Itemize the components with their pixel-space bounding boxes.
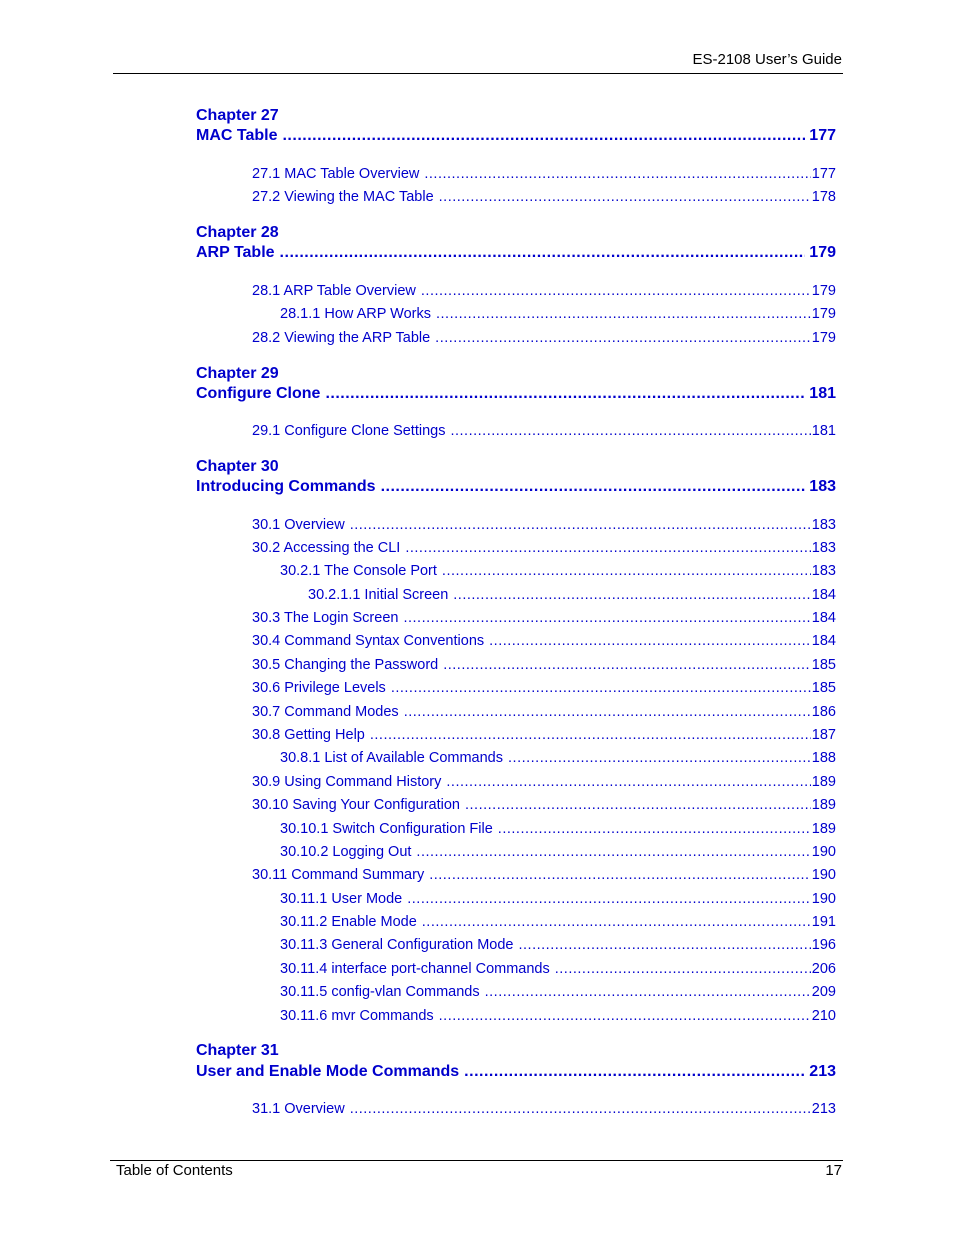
toc-entry-title: 29.1 Configure Clone Settings (252, 423, 446, 439)
chapter-title: Configure Clone (196, 385, 321, 402)
toc-entry-title: 30.8.1 List of Available Commands (280, 750, 504, 766)
dot-leader (429, 867, 811, 883)
toc-entry-title: 28.2 Viewing the ARP Table (252, 330, 431, 346)
toc-entry-title: 30.2.1.1 Initial Screen (308, 587, 449, 603)
toc-entry-page-number: 184 (811, 587, 836, 603)
toc-entry-title: 30.7 Command Modes (252, 704, 399, 720)
toc-entry-page-number: 183 (811, 563, 836, 579)
toc-entry-page-number: 181 (811, 423, 836, 439)
toc-entry-title: 30.11.4 interface port-channel Commands (280, 961, 550, 977)
toc-entry-link[interactable] (280, 1008, 836, 1024)
dot-leader (282, 127, 805, 145)
toc-entry-page-number: 189 (811, 774, 836, 790)
dot-leader (489, 633, 811, 649)
toc-entry-link[interactable] (280, 984, 836, 1000)
chapter-label[interactable]: Chapter 31 (196, 1042, 279, 1059)
dot-leader (555, 961, 811, 977)
toc-entry-link[interactable] (252, 1101, 836, 1117)
toc-entry-title: 30.10.1 Switch Configuration File (280, 821, 493, 837)
chapter-title: ARP Table (196, 244, 275, 261)
toc-entry-page-number: 179 (811, 330, 836, 346)
toc-entry-page-number: 206 (811, 961, 836, 977)
toc-entry-page-number: 177 (811, 166, 836, 182)
toc-entry-link[interactable] (252, 517, 836, 533)
dot-leader (439, 1008, 811, 1024)
toc-entry-title: 30.9 Using Command History (252, 774, 442, 790)
dot-leader (485, 984, 811, 1000)
chapter-page-number: 177 (809, 127, 836, 144)
toc-entry-page-number: 184 (811, 633, 836, 649)
dot-leader (424, 166, 810, 182)
dot-leader (498, 821, 811, 837)
toc-entry-title: 30.10.2 Logging Out (280, 844, 412, 860)
chapter-title-link[interactable] (196, 127, 836, 145)
footer-section-title: Table of Contents (116, 1162, 233, 1179)
toc-entry-title: 30.5 Changing the Password (252, 657, 439, 673)
toc-entry-page-number: 190 (811, 844, 836, 860)
toc-entry-page-number: 183 (811, 517, 836, 533)
toc-entry-title: 28.1 ARP Table Overview (252, 283, 416, 299)
chapter-title-link[interactable] (196, 244, 836, 262)
toc-entry-link[interactable] (280, 961, 836, 977)
toc-entry-title: 30.8 Getting Help (252, 727, 365, 743)
chapter-label[interactable]: Chapter 28 (196, 224, 279, 241)
toc-entry-page-number: 209 (811, 984, 836, 1000)
toc-entry-link[interactable] (252, 423, 836, 439)
dot-leader (453, 587, 811, 603)
toc-entry-title: 30.11.5 config-vlan Commands (280, 984, 480, 1000)
toc-entry-link[interactable] (252, 189, 836, 205)
chapter-label[interactable]: Chapter 30 (196, 458, 279, 475)
dot-leader (519, 937, 811, 953)
toc-entry-page-number: 184 (811, 610, 836, 626)
chapter-title: User and Enable Mode Commands (196, 1063, 460, 1080)
toc-entry-title: 30.2.1 The Console Port (280, 563, 437, 579)
chapter-title-link[interactable] (196, 478, 836, 496)
toc-entry-link[interactable] (280, 891, 836, 907)
dot-leader (446, 774, 810, 790)
toc-entry-title: 30.11.3 General Configuration Mode (280, 937, 514, 953)
toc-entry-link[interactable] (252, 704, 836, 720)
dot-leader (403, 610, 810, 626)
toc-entry-title: 30.11 Command Summary (252, 867, 425, 883)
dot-leader (436, 306, 811, 322)
toc-entry-title: 30.11.6 mvr Commands (280, 1008, 434, 1024)
toc-entry-title: 31.1 Overview (252, 1101, 345, 1117)
toc-entry-link[interactable] (252, 633, 836, 649)
dot-leader (370, 727, 811, 743)
footer-divider (110, 1160, 843, 1161)
dot-leader (422, 914, 811, 930)
toc-entry-link[interactable] (280, 937, 836, 953)
toc-entry-page-number: 189 (811, 797, 836, 813)
toc-entry-link[interactable] (252, 867, 836, 883)
toc-entry-title: 30.6 Privilege Levels (252, 680, 386, 696)
chapter-page-number: 183 (809, 478, 836, 495)
toc-entry-link[interactable] (280, 821, 836, 837)
chapter-title: MAC Table (196, 127, 278, 144)
toc-entry-page-number: 186 (811, 704, 836, 720)
dot-leader (407, 891, 811, 907)
chapter-title-link[interactable] (196, 1063, 836, 1081)
toc-entry-title: 28.1.1 How ARP Works (280, 306, 431, 322)
dot-leader (450, 423, 810, 439)
toc-entry-link[interactable] (280, 844, 836, 860)
toc-entry-title: 30.10 Saving Your Configuration (252, 797, 460, 813)
dot-leader (350, 517, 811, 533)
toc-entry-title: 30.11.2 Enable Mode (280, 914, 417, 930)
toc-entry-title: 30.11.1 User Mode (280, 891, 403, 907)
toc-entry-page-number: 183 (811, 540, 836, 556)
toc-entry-link[interactable] (252, 166, 836, 182)
toc-entry-page-number: 196 (811, 937, 836, 953)
dot-leader (325, 385, 805, 403)
toc-entry-page-number: 191 (811, 914, 836, 930)
toc-entry-page-number: 210 (811, 1008, 836, 1024)
toc-entry-link[interactable] (252, 774, 836, 790)
chapter-page-number: 179 (809, 244, 836, 261)
dot-leader (405, 540, 810, 556)
dot-leader (464, 1063, 805, 1081)
dot-leader (381, 478, 806, 496)
toc-entry-page-number: 190 (811, 867, 836, 883)
dot-leader (350, 1101, 811, 1117)
toc-entry-title: 27.2 Viewing the MAC Table (252, 189, 434, 205)
toc-entry-page-number: 187 (811, 727, 836, 743)
dot-leader (416, 844, 810, 860)
dot-leader (439, 189, 811, 205)
dot-leader (435, 330, 811, 346)
toc-entry-link[interactable] (252, 680, 836, 696)
toc-entry-link[interactable] (280, 306, 836, 322)
toc-entry-page-number: 189 (811, 821, 836, 837)
toc-entry-page-number: 185 (811, 657, 836, 673)
toc-entry-link[interactable] (252, 283, 836, 299)
toc-entry-link[interactable] (252, 610, 836, 626)
dot-leader (442, 563, 811, 579)
chapter-title-link[interactable] (196, 385, 836, 403)
footer-page-number: 17 (825, 1162, 842, 1179)
chapter-page-number: 213 (809, 1063, 836, 1080)
toc-entry-page-number: 188 (811, 750, 836, 766)
dot-leader (391, 680, 811, 696)
toc-entry-link[interactable] (308, 587, 836, 603)
toc-entry-title: 30.2 Accessing the CLI (252, 540, 401, 556)
dot-leader (443, 657, 811, 673)
toc-entry-link[interactable] (252, 330, 836, 346)
toc-entry-page-number: 178 (811, 189, 836, 205)
toc-entry-link[interactable] (252, 657, 836, 673)
running-header-title: ES-2108 User’s Guide (692, 51, 842, 68)
toc-entry-page-number: 179 (811, 306, 836, 322)
dot-leader (421, 283, 811, 299)
toc-entry-page-number: 185 (811, 680, 836, 696)
toc-entry-title: 30.3 The Login Screen (252, 610, 399, 626)
toc-entry-link[interactable] (280, 563, 836, 579)
toc-entry-title: 27.1 MAC Table Overview (252, 166, 420, 182)
dot-leader (280, 244, 806, 262)
toc-entry-page-number: 179 (811, 283, 836, 299)
dot-leader (465, 797, 811, 813)
dot-leader (404, 704, 811, 720)
chapter-title: Introducing Commands (196, 478, 376, 495)
toc-entry-title: 30.1 Overview (252, 517, 345, 533)
toc-entry-link[interactable] (252, 727, 836, 743)
chapter-page-number: 181 (809, 385, 836, 402)
chapter-label[interactable]: Chapter 27 (196, 107, 279, 124)
toc-entry-link[interactable] (252, 540, 836, 556)
toc-entry-page-number: 190 (811, 891, 836, 907)
toc-entry-title: 30.4 Command Syntax Conventions (252, 633, 485, 649)
toc-entry-page-number: 213 (811, 1101, 836, 1117)
toc-entry-link[interactable] (280, 750, 836, 766)
dot-leader (508, 750, 811, 766)
toc-entry-link[interactable] (280, 914, 836, 930)
chapter-label[interactable]: Chapter 29 (196, 365, 279, 382)
toc-entry-link[interactable] (252, 797, 836, 813)
